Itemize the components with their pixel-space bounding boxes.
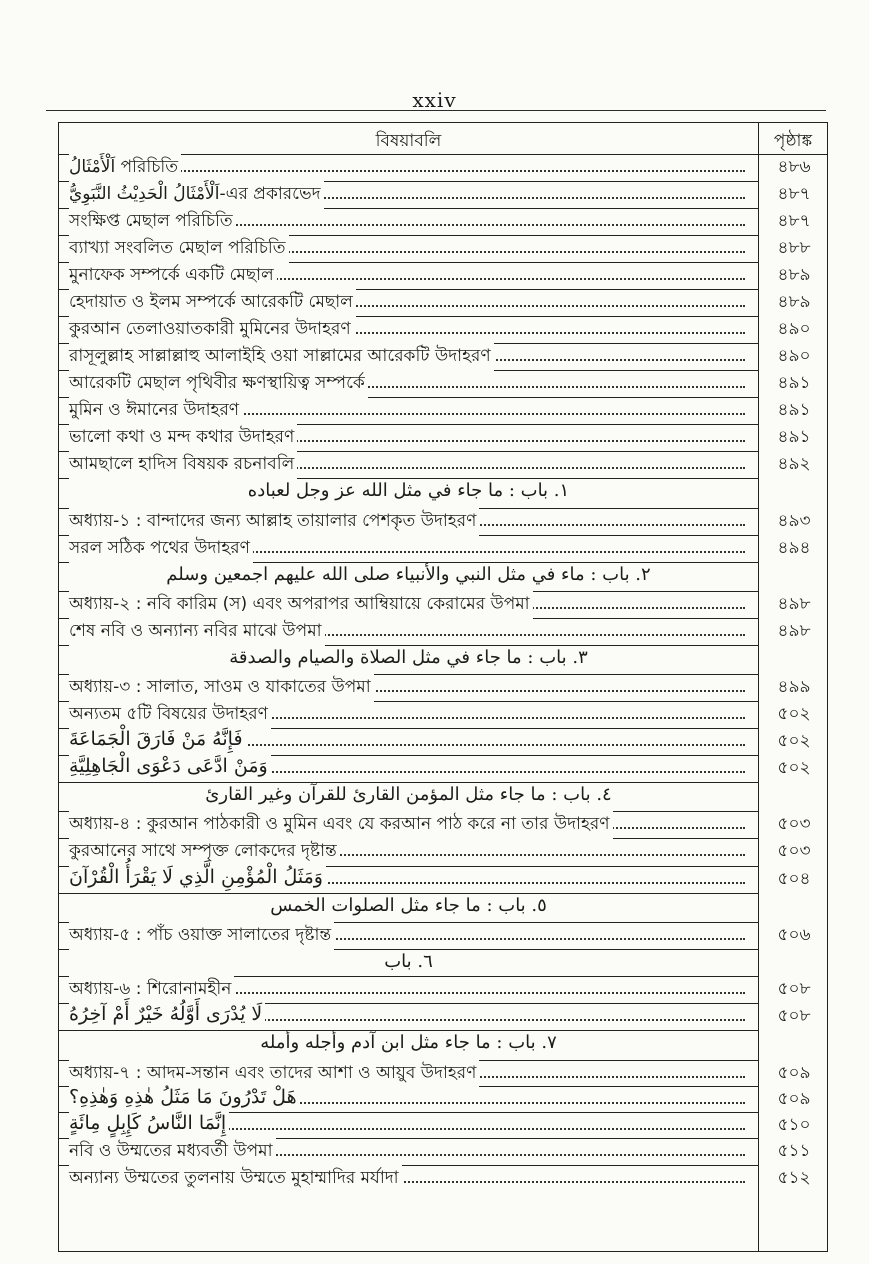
entry-title: هَلْ تَدْرُونَ مَا مَثَلُ هٰذِهِ وَهٰذِهِ؟ — [69, 1086, 300, 1108]
entry-title: ব্যাখ্যা সংবলিত মেছাল পরিচিতি — [69, 235, 289, 263]
entry-title: অধ্যায়-৪ : কুরআন পাঠকারী ও মুমিন এবং যে করআন পাঠ করে না তার উদাহরণ — [69, 811, 613, 839]
chapter-heading: ٦. باب — [384, 951, 433, 972]
entry-title: অধ্যায়-৫ : পাঁচ ওয়াক্ত সালাতের দৃষ্টান্ত — [69, 922, 334, 950]
toc-entry[interactable] — [59, 701, 829, 727]
entry-title: اَلْأَمْثَالُ পরিচিতি — [69, 154, 181, 182]
entry-page: ৪৮৯ — [777, 292, 811, 312]
entry-title: সংক্ষিপ্ত মেছাল পরিচিতি — [69, 208, 236, 236]
toc-entry[interactable] — [59, 181, 829, 207]
entry-page: ৫০৩ — [777, 814, 811, 834]
entry-page: ৫০২ — [777, 704, 811, 724]
chapter-divider — [59, 782, 758, 783]
toc-entry[interactable] — [59, 838, 829, 864]
entry-title: وَمَنْ ادَّعَى دَعْوَى الْجَاهِلِيَّةِ — [69, 755, 271, 777]
entry-page: ৫১০ — [777, 1115, 811, 1135]
entry-page: ৫০৮ — [777, 979, 811, 999]
entry-title: রাসূলুল্লাহ সাল্লাল্লাহু আলাইহি ওয়া সাল্লামের আরেকটি উদাহরণ — [69, 343, 494, 371]
table-header — [59, 123, 827, 155]
entry-page: ৪৯০ — [777, 346, 811, 366]
entry-page: ৫০২ — [777, 758, 811, 778]
toc-entry[interactable] — [59, 235, 829, 261]
entry-page: ৫০৪ — [777, 869, 811, 889]
entry-title: মুমিন ও ঈমানের উদাহরণ — [69, 397, 242, 425]
chapter-heading: ١. باب : ما جاء في مثل الله عز وجل لعباده — [247, 480, 570, 501]
chapter-divider — [59, 893, 758, 894]
toc-entry[interactable] — [59, 618, 829, 644]
toc-entry[interactable] — [59, 1138, 829, 1164]
toc-entry[interactable] — [59, 535, 829, 561]
entry-page: ৪৯৩ — [777, 511, 811, 531]
entry-page: ৫০৩ — [777, 841, 811, 861]
toc-entry[interactable] — [59, 1165, 829, 1191]
toc-entry[interactable] — [59, 1112, 829, 1138]
toc-entry[interactable] — [59, 1060, 829, 1086]
entry-page: ৫০৮ — [777, 1006, 811, 1026]
entry-page: ৫০৯ — [777, 1063, 811, 1083]
toc-entry[interactable] — [59, 343, 829, 369]
contents-table — [58, 122, 828, 1252]
entry-page: ৪৯৪ — [777, 538, 811, 558]
entry-title: ভালো কথা ও মন্দ কথার উদাহরণ — [69, 424, 297, 452]
toc-entry[interactable] — [59, 811, 829, 837]
entry-page: ৫১২ — [777, 1168, 811, 1188]
toc-entry[interactable] — [59, 1003, 829, 1029]
entry-title: অধ্যায়-৩ : সালাত, সাওম ও যাকাতের উপমা — [69, 674, 374, 702]
toc-entry[interactable] — [59, 154, 829, 180]
entry-title: নবি ও উম্মতের মধ্যবর্তী উপমা — [69, 1138, 276, 1166]
entry-page: ৪৮৬ — [777, 157, 811, 177]
entry-page: ৫০৯ — [777, 1089, 811, 1109]
entry-page: ৪৮৮ — [777, 238, 811, 258]
chapter-heading: ٥. باب : ما جاء مثل الصلوات الخمس — [270, 895, 547, 916]
toc-entry[interactable] — [59, 674, 829, 700]
entry-title: فَإِنَّهُ مَنْ فَارَقَ الْجَمَاعَةَ — [69, 728, 246, 750]
chapter-heading: ٢. باب : ماء في مثل النبي والأنبياء صلى الله عليهم اجمعين وسلم — [166, 564, 651, 585]
toc-entry[interactable] — [59, 922, 829, 948]
chapter-heading: ٤. باب : ما جاء مثل المؤمن القارئ للقرآن وغير القارئ — [205, 784, 612, 805]
entry-page: ৫০২ — [777, 731, 811, 751]
entry-page: ৫০৬ — [777, 925, 811, 945]
entry-title: হেদায়াত ও ইলম সম্পর্কে আরেকটি মেছাল — [69, 289, 356, 317]
entry-page: ৫১১ — [777, 1141, 811, 1161]
toc-entry[interactable] — [59, 289, 829, 315]
entry-page: ৪৮৭ — [777, 211, 811, 231]
entry-title: وَمَثَلُ الْمُؤْمِنِ الَّذِي لَا يَقْرَأُ الْقُرْآنَ — [69, 866, 326, 888]
toc-entry[interactable] — [59, 397, 829, 423]
entry-title: إِنَّمَا النَّاسُ كَإِبِلٍ مِائَةٍ — [69, 1112, 229, 1134]
entry-title: মুনাফেক সম্পর্কে একটি মেছাল — [69, 262, 277, 290]
toc-entry[interactable] — [59, 424, 829, 450]
entry-page: ৪৯০ — [777, 319, 811, 339]
entry-title: সরল সঠিক পথের উদাহরণ — [69, 535, 253, 563]
entry-title: কুরআনের সাথে সম্পৃক্ত লোকদের দৃষ্টান্ত — [69, 838, 340, 866]
entry-title: لَا يُدْرَى أَوَّلُهُ خَيْرٌ أَمْ آخِرُهُ — [69, 1003, 265, 1025]
entry-title: অধ্যায়-১ : বান্দাদের জন্য আল্লাহ তায়ালার পেশকৃত উদাহরণ — [69, 508, 479, 536]
entry-title: অন্যান্য উম্মতের তুলনায় উম্মতে মুহাম্মাদির মর্যাদা — [69, 1165, 402, 1193]
toc-entry[interactable] — [59, 591, 829, 617]
header-rule — [46, 110, 826, 111]
toc-entry[interactable] — [59, 755, 829, 781]
entry-page: ৪৯৯ — [777, 677, 811, 697]
toc-entry[interactable] — [59, 1086, 829, 1112]
toc-entry[interactable] — [59, 451, 829, 477]
entry-title: কুরআন তেলাওয়াতকারী মুমিনের উদাহরণ — [69, 316, 354, 344]
entry-page: ৪৯৮ — [777, 594, 811, 614]
toc-entry[interactable] — [59, 208, 829, 234]
entry-page: ৪৯২ — [777, 454, 811, 474]
toc-entry[interactable] — [59, 370, 829, 396]
entry-title: অধ্যায়-২ : নবি কারিম (স) এবং অপরাপর আম্বিয়ায়ে কেরামের উপমা — [69, 591, 533, 619]
toc-entry[interactable] — [59, 728, 829, 754]
chapter-divider — [59, 1030, 758, 1031]
header-page-number: পৃষ্ঠাঙ্ক — [773, 131, 813, 151]
toc-entry[interactable] — [59, 866, 829, 892]
entry-page: ৪৯১ — [777, 400, 811, 420]
toc-entry[interactable] — [59, 508, 829, 534]
chapter-heading: ٣. باب : ما جاء في مثل الصلاة والصيام والصدقة — [229, 647, 588, 668]
entry-title: আরেকটি মেছাল পৃথিবীর ক্ষণস্থায়িত্ব সম্পর্কে — [69, 370, 368, 398]
entry-title: অধ্যায়-৭ : আদম-সন্তান এবং তাদের আশা ও আয়ুব উদাহরণ — [69, 1060, 479, 1088]
entry-title: অধ্যায়-৬ : শিরোনামহীন — [69, 976, 234, 1004]
entry-title: আমছালে হাদিস বিষয়ক রচনাবলি — [69, 451, 297, 479]
entry-page: ৪৯১ — [777, 373, 811, 393]
page-number: xxiv — [412, 88, 457, 112]
entry-title: اَلْأَمْثَالُ الْحَدِيْثُ النَّبَوِيُّ-এর প্রকারভেদ — [69, 181, 324, 209]
entry-page: ৪৯১ — [777, 427, 811, 447]
chapter-heading: ٧. باب : ما جاء مثل ابن آدم وأجله وأمله — [260, 1032, 557, 1053]
toc-entry[interactable] — [59, 262, 829, 288]
entry-title: শেষ নবি ও অন্যান্য নবির মাঝে উপমা — [69, 618, 325, 646]
header-topics: বিষয়াবলি — [375, 131, 442, 151]
entry-title: অন্যতম ৫টি বিষয়ের উদাহরণ — [69, 701, 271, 729]
toc-entry[interactable] — [59, 976, 829, 1002]
toc-entry[interactable] — [59, 316, 829, 342]
entry-page: ৪৮৭ — [777, 184, 811, 204]
entry-page: ৪৯৮ — [777, 621, 811, 641]
entry-page: ৪৮৯ — [777, 265, 811, 285]
